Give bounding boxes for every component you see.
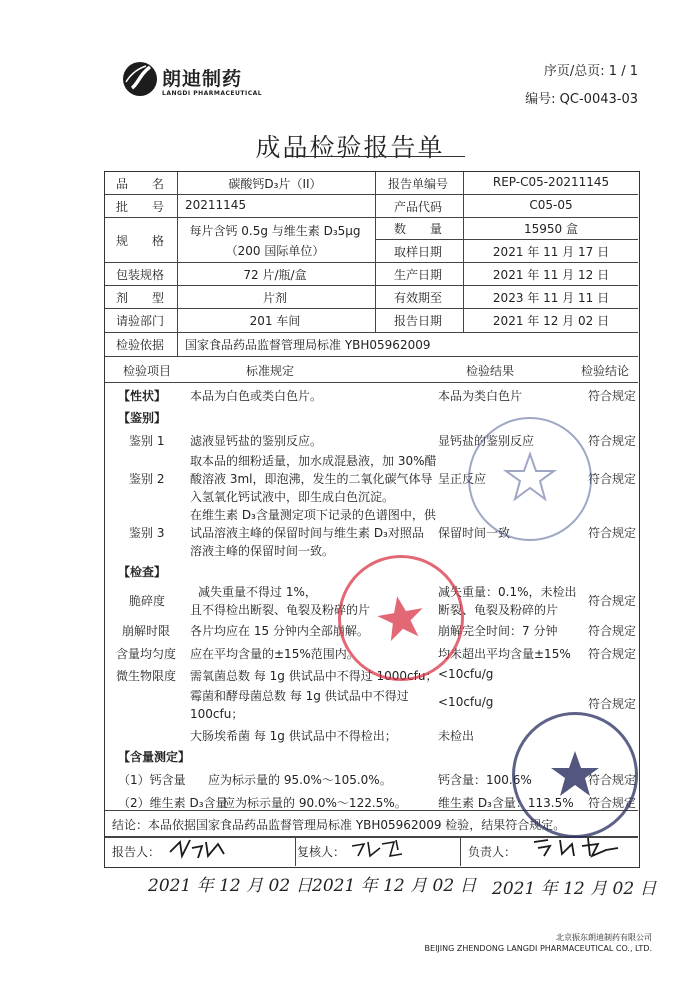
label-quantity: 数 量 (393, 222, 442, 236)
red-company-seal (328, 545, 474, 691)
section-assay: 【含量测定】 (118, 750, 191, 764)
id3-name: 鉴别 3 (129, 526, 165, 540)
id2-standard-line1: 取本品的细粉适量，加水成混悬液，加 30%醋 (190, 454, 437, 468)
id2-standard-line2: 酸溶液 3ml，即泡沸，发生的二氧化碳气体导 (190, 472, 433, 486)
assay2-standard: 应为标示量的 90.0%～122.5%。 (223, 796, 407, 810)
column-header-result: 检验结果 (465, 364, 514, 378)
microbial-conclusion: 符合规定 (588, 697, 637, 711)
id2-conclusion: 符合规定 (588, 472, 637, 486)
id3-result: 保留时间一致 (438, 526, 511, 540)
page-indicator: 序页/总页: 1 / 1 (543, 64, 638, 79)
value-report-date: 2021 年 12 月 02 日 (492, 314, 610, 328)
reporter-label: 报告人： (112, 845, 161, 859)
assay2-conclusion: 符合规定 (588, 796, 637, 810)
label-report-no: 报告单编号 (387, 177, 448, 191)
value-mfg-date: 2021 年 11 月 12 日 (492, 268, 610, 282)
column-header-standard: 标准规定 (245, 364, 294, 378)
company-name-en: LANGDI PHARMACEUTICAL (162, 90, 263, 97)
reporter-date: 2021 年 12 月 02 日 (148, 876, 313, 896)
assay2-result: 维生素 D₃含量：113.5% (438, 796, 574, 810)
column-header-item: 检验项目 (122, 364, 171, 378)
company-seal (512, 712, 638, 838)
reporter-signature (168, 836, 228, 865)
reviewer-label: 复核人： (297, 845, 346, 859)
value-expiry: 2023 年 11 月 11 日 (492, 291, 610, 305)
assay1-standard: 应为标示量的 95.0%～105.0%。 (208, 773, 392, 787)
document-number: 编号: QC-0043-03 (525, 92, 638, 107)
microbial-standard-line4: 大肠埃希菌 每 1g 供试品中不得检出； (190, 729, 397, 743)
section-identification: 【鉴别】 (118, 411, 167, 425)
friability-name: 脆碎度 (129, 594, 166, 608)
assay1-conclusion: 符合规定 (588, 773, 637, 787)
label-department: 请验部门 (115, 314, 164, 328)
value-sampling-date: 2021 年 11 月 17 日 (492, 245, 610, 259)
report-title: 成品检验报告单 (255, 133, 445, 162)
section-inspection: 【检查】 (118, 565, 167, 579)
uniformity-name: 含量均匀度 (116, 647, 177, 661)
uniformity-standard: 应在平均含量的±15%范围内。 (190, 647, 359, 661)
id1-result: 显钙盐的鉴别反应 (438, 434, 535, 448)
label-mfg-date: 生产日期 (393, 268, 442, 282)
column-header-conclusion: 检验结论 (580, 364, 629, 378)
assay2-name: （2）维生素 D₃含量 (118, 796, 228, 810)
footer-company-cn: 北京振东朗迪制药有限公司 (556, 933, 652, 942)
conclusion-text: 结论：本品依据国家食品药品监督管理局标准 YBH05962009 检验，结果符合规定。 (112, 818, 566, 832)
manager-date: 2021 年 12 月 02 日 (492, 879, 657, 899)
id2-name: 鉴别 2 (129, 472, 165, 486)
value-spec-line1: 每片含钙 0.5g 与维生素 D₃5μg (189, 224, 361, 238)
label-sampling-date: 取样日期 (393, 245, 442, 259)
microbial-standard-line3: 100cfu； (190, 707, 244, 721)
id3-standard-line1: 在维生素 D₃含量测定项下记录的色谱图中，供 (190, 508, 436, 522)
friability-conclusion: 符合规定 (588, 594, 637, 608)
id1-name: 鉴别 1 (129, 434, 165, 448)
microbial-standard-line1: 需氧菌总数 每 1g 供试品中不得过 1000cfu； (190, 669, 438, 683)
label-basis: 检验依据 (115, 338, 164, 352)
friability-standard-line2: 且不得检出断裂、龟裂及粉碎的片 (190, 603, 371, 617)
microbial-name: 微生物限度 (116, 669, 177, 683)
id3-standard-line3: 溶液主峰的保留时间一致。 (190, 544, 335, 558)
friability-standard-line1: 减失重量不得过 1%， (198, 585, 317, 599)
reviewer-signature (350, 836, 410, 865)
id3-conclusion: 符合规定 (588, 526, 637, 540)
value-dosage-form: 片剂 (262, 291, 287, 305)
quality-dept-stamp (468, 417, 592, 541)
assay1-name: （1）钙含量 (118, 773, 186, 787)
id3-standard-line2: 试品溶液主峰的保留时间与维生素 D₃对照品 (190, 526, 424, 540)
label-spec: 规 格 (115, 234, 164, 248)
disintegration-result: 崩解完全时间：7 分钟 (438, 624, 558, 638)
assay1-result: 钙含量：100.6% (438, 773, 532, 787)
label-product-code: 产品代码 (393, 200, 442, 214)
label-packaging: 包装规格 (115, 268, 164, 282)
section-properties: 【性状】 (118, 389, 167, 403)
label-report-date: 报告日期 (393, 314, 442, 328)
microbial-result-line2: <10cfu/g (438, 695, 494, 709)
friability-result-line1: 减失重量：0.1%，未检出 (438, 585, 577, 599)
disintegration-standard: 各片均应在 15 分钟内全部崩解。 (190, 624, 369, 638)
label-dosage-form: 剂 型 (115, 291, 164, 305)
value-product: 碳酸钙D₃片（II） (228, 177, 322, 191)
value-product-code: C05-05 (529, 198, 573, 212)
label-expiry: 有效期至 (393, 291, 442, 305)
label-batch: 批 号 (115, 200, 164, 214)
microbial-result-line3: 未检出 (438, 729, 475, 743)
manager-label: 负责人： (468, 845, 517, 859)
disintegration-name: 崩解时限 (122, 624, 171, 638)
microbial-result-line1: <10cfu/g (438, 667, 494, 681)
uniformity-result: 均未超出平均含量±15% (438, 647, 571, 661)
footer-company-en: BEIJING ZHENDONG LANGDI PHARMACEUTICAL CO., LTD. (424, 944, 652, 953)
props-standard: 本品为白色或类白色片。 (190, 389, 323, 403)
value-batch: 20211145 (185, 198, 247, 212)
friability-result-line2: 断裂、龟裂及粉碎的片 (438, 603, 559, 617)
props-result: 本品为类白色片 (438, 389, 523, 403)
value-department: 201 车间 (249, 314, 301, 328)
id1-standard: 滤液显钙盐的鉴别反应。 (190, 434, 323, 448)
value-quantity: 15950 盒 (524, 222, 578, 236)
microbial-standard-line2: 霉菌和酵母菌总数 每 1g 供试品中不得过 (190, 689, 409, 703)
reviewer-date: 2021 年 12 月 02 日 (312, 876, 477, 896)
value-spec-line2: （200 国际单位） (225, 244, 325, 258)
value-basis: 国家食品药品监督管理局标准 YBH05962009 (185, 338, 431, 352)
props-conclusion: 符合规定 (588, 389, 637, 403)
id2-standard-line3: 入氢氧化钙试液中，即生成白色沉淀。 (190, 490, 395, 504)
value-packaging: 72 片/瓶/盒 (243, 268, 307, 282)
uniformity-conclusion: 符合规定 (588, 647, 637, 661)
id2-result: 呈正反应 (438, 472, 487, 486)
title-underline (285, 156, 465, 157)
company-logo-icon (120, 58, 158, 98)
disintegration-conclusion: 符合规定 (588, 624, 637, 638)
label-product: 品 名 (115, 177, 164, 191)
company-name-cn: 朗迪制药 (162, 68, 243, 90)
id1-conclusion: 符合规定 (588, 434, 637, 448)
value-report-no: REP-C05-20211145 (492, 175, 610, 189)
